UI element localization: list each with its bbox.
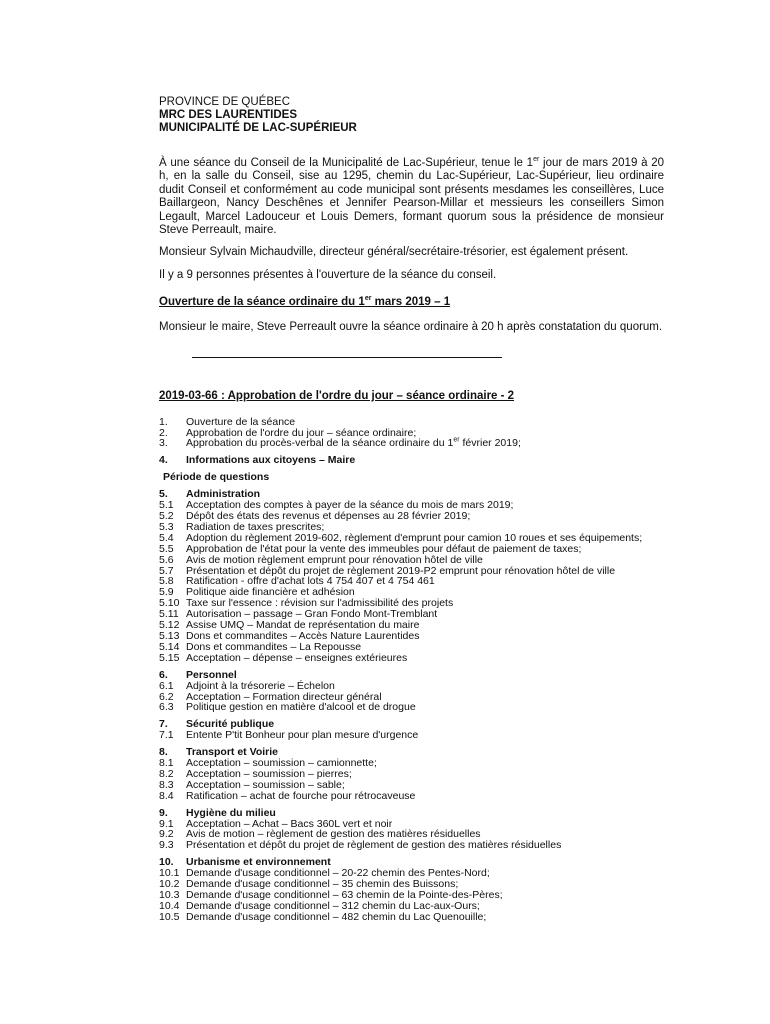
agenda-item-text: Adoption du règlement 2019-602, règlement d'emprunt pour camion 10 roues et ses équipements; [186, 531, 643, 544]
agenda-item-text: Acceptation – dépense – enseignes extérieures [186, 651, 408, 664]
agenda-group-num: 5. [159, 488, 168, 501]
separator-line [192, 357, 502, 358]
agenda-item-num: 5.12 [159, 619, 180, 632]
agenda-group-num: 10. [159, 856, 174, 869]
intro-text-a: À une séance du Conseil de la Municipalité de Lac-Supérieur, tenue le 1 [159, 157, 534, 169]
agenda-item-num: 9.2 [159, 828, 174, 841]
agenda-item [159, 791, 664, 802]
agenda-item-text: Approbation de l'état pour la vente des immeubles pour défaut de paiement de taxes; [186, 542, 582, 555]
agenda-group-label: Personnel [186, 668, 237, 681]
agenda-groups [159, 489, 664, 923]
agenda-item-text: Demande d'usage conditionnel – 312 chemin du Lac-aux-Ours; [186, 899, 480, 912]
intro-paragraph [159, 157, 664, 237]
agenda-item [159, 653, 664, 664]
agenda-item-num: 10.1 [159, 867, 180, 880]
section-opening-title [159, 295, 664, 309]
agenda-item-num: 5.5 [159, 542, 174, 555]
agenda-group-label: Urbanisme et environnement [186, 856, 331, 869]
agenda-item-num: 5.15 [159, 651, 180, 664]
agenda-item [159, 455, 664, 466]
agenda-item [159, 438, 664, 449]
agenda-item-text: Demande d'usage conditionnel – 20-22 chemin des Pentes-Nord; [186, 867, 490, 880]
agenda-list [159, 417, 664, 923]
agenda-item [159, 417, 664, 428]
agenda-item-text: Dons et commandites – Accès Nature Laurentides [186, 629, 420, 642]
header-municipality: MUNICIPALITÉ DE LAC-SUPÉRIEUR [159, 122, 357, 134]
agenda-item-num: 6.3 [159, 701, 174, 714]
agenda-group-num: 9. [159, 806, 168, 819]
agenda-item-text: Ratification - offre d'achat lots 4 754 407 et 4 754 461 [186, 575, 435, 588]
director-paragraph: Monsieur Sylvain Michaudville, directeur général/secrétaire-trésorier, est également présent. [159, 246, 629, 259]
agenda-item-num: 5.9 [159, 586, 174, 599]
document-header [159, 96, 664, 135]
agenda-item-text: Ratification – achat de fourche pour rétrocaveuse [186, 789, 416, 802]
agenda-item [159, 912, 664, 923]
agenda-item-text [186, 438, 664, 449]
agenda-item-text: Présentation et dépôt du projet de règlement de gestion des matières résiduelles [186, 839, 562, 852]
agenda-group-title [159, 670, 664, 681]
opening-title-b: mars 2019 – 1 [371, 296, 451, 309]
agenda-item-text: Assise UMQ – Mandat de représentation du maire [186, 619, 420, 632]
agenda-item-num: 5.14 [159, 640, 180, 653]
agenda-item-num: 3. [159, 437, 168, 450]
agenda-item-text: Ouverture de la séance [186, 415, 296, 428]
agenda-item-num: 5.6 [159, 553, 174, 566]
agenda-group-label: Hygiène du milieu [186, 806, 276, 819]
agenda-item-num: 9.1 [159, 817, 174, 830]
agenda-item-text: Taxe sur l'essence : révision sur l'admissibilité des projets [186, 597, 454, 610]
section-agenda-title: 2019-03-66 : Approbation de l'ordre du jour – séance ordinaire - 2 [159, 389, 515, 402]
agenda-item3-sup: er [453, 436, 460, 444]
agenda-item-num: 10.5 [159, 910, 180, 923]
header-province: PROVINCE DE QUÉBEC [159, 96, 290, 108]
agenda-item-text: Acceptation des comptes à payer de la séance du mois de mars 2019; [186, 499, 514, 512]
agenda-item-num: 10.3 [159, 889, 180, 901]
agenda-item [159, 544, 664, 555]
agenda-item-num: 7.1 [159, 729, 174, 742]
agenda-item-text: Politique gestion en matière d'alcool et de drogue [186, 701, 416, 714]
agenda-item3-text-a: Approbation du procès-verbal de la séance ordinaire du 1 [186, 437, 454, 450]
agenda-item-num: 8.4 [159, 789, 174, 802]
agenda-group-label: Administration [186, 488, 261, 501]
agenda-group-label: Transport et Voirie [186, 746, 278, 759]
agenda-item-text: Politique aide financière et adhésion [186, 586, 355, 599]
agenda-group-num: 6. [159, 668, 168, 681]
agenda-item-num: 10.2 [159, 878, 180, 891]
agenda-item-text: Dépôt des états des revenus et dépenses au 28 février 2019; [186, 510, 471, 522]
agenda-item-text: Présentation et dépôt du projet de règlement 2019-P2 emprunt pour rénovation hôtel de ville [186, 564, 616, 577]
agenda-item-num: 5.11 [159, 608, 179, 621]
agenda-item [159, 840, 664, 851]
agenda-group-num: 7. [159, 718, 168, 731]
agenda-item-num: 9.3 [159, 839, 174, 852]
attendance-paragraph: Il y a 9 personnes présentes à l'ouverture de la séance du conseil. [159, 268, 497, 281]
agenda-item [159, 730, 664, 741]
agenda-item-num: 10.4 [159, 899, 180, 912]
agenda-item [159, 681, 664, 692]
agenda-item-num: 5.4 [159, 531, 174, 544]
agenda-item-num: 5.10 [159, 597, 180, 610]
agenda-item-text: Acceptation – soumission – sable; [186, 778, 345, 791]
agenda-item-num: 5.13 [159, 629, 180, 642]
agenda-item-num: 8.3 [159, 778, 174, 791]
agenda-item [159, 702, 664, 713]
agenda-item-num: 2. [159, 426, 168, 439]
opening-paragraph: Monsieur le maire, Steve Perreault ouvre la séance ordinaire à 20 h après constatation du quorum. [159, 321, 663, 334]
agenda-item-text: Demande d'usage conditionnel – 482 chemin du Lac Quenouille; [186, 910, 487, 923]
agenda-item-num: 8.1 [159, 757, 174, 770]
agenda-item-num: 4. [159, 454, 168, 467]
agenda-item-text: Avis de motion – règlement de gestion des matières résiduelles [186, 828, 481, 841]
agenda-item-text: Demande d'usage conditionnel – 35 chemin des Buissons; [186, 878, 459, 891]
agenda-item-text: Acceptation – Achat – Bacs 360L vert et noir [186, 817, 393, 830]
agenda-item-num: 5.1 [159, 499, 174, 512]
agenda-item-text: Informations aux citoyens – Maire [186, 454, 356, 467]
agenda-item-num: 6.1 [159, 679, 174, 692]
agenda-item-text: Avis de motion règlement emprunt pour rénovation hôtel de ville [186, 553, 483, 566]
opening-title-a: Ouverture de la séance ordinaire du 1 [159, 296, 365, 309]
question-period: Période de questions [163, 471, 270, 484]
agenda-group-label: Sécurité publique [186, 718, 275, 731]
agenda-item-text: Acceptation – Formation directeur général [186, 690, 382, 703]
agenda-item-text: Radiation de taxes prescrites; [186, 520, 325, 533]
opening-title-sup: er [364, 295, 372, 303]
agenda-item-num: 5.7 [159, 564, 174, 577]
agenda-item-text: Dons et commandites – La Repousse [186, 640, 362, 653]
agenda-item3-text-b: février 2019; [459, 437, 521, 450]
agenda-item-num: 1. [159, 415, 168, 428]
agenda-item [159, 555, 664, 566]
intro-sup: er [533, 156, 540, 164]
agenda-item-text: Autorisation – passage – Gran Fondo Mont-Tremblant [186, 608, 438, 621]
intro-text-b: jour de mars 2019 à 20 h, en la salle du Conseil, sise au 1295, chemin du Lac-Supérieur, Lac-Supérieur, lieu ordinaire dudit Conseil et conformément au code municipal sont présents mesdames les conseillères, Luce Baillargeon, Nancy Deschênes et Jennifer Pearson-Millar et messieurs les conseillers Simon Legault, Marcel Ladouceur et Louis Demers, formant quorum sous la présidence de monsieur Steve Perreault, maire. [159, 157, 664, 237]
header-mrc: MRC DES LAURENTIDES [159, 109, 298, 121]
agenda-item-num: 5.2 [159, 510, 174, 522]
agenda-group-title [159, 808, 664, 819]
agenda-item-num: 5.3 [159, 520, 174, 533]
agenda-item-num: 5.8 [159, 575, 174, 588]
agenda-item-num: 6.2 [159, 690, 174, 703]
agenda-item-text: Acceptation – soumission – camionnette; [186, 757, 377, 770]
agenda-item-text: Acceptation – soumission – pierres; [186, 767, 352, 780]
agenda-item-num: 8.2 [159, 767, 174, 780]
agenda-item-text: Entente P'tit Bonheur pour plan mesure d'urgence [186, 729, 419, 742]
document-content [159, 96, 664, 923]
agenda-item-text: Approbation de l'ordre du jour – séance ordinaire; [186, 426, 417, 439]
agenda-group-num: 8. [159, 746, 168, 759]
agenda-item-text: Demande d'usage conditionnel – 63 chemin de la Pointe-des-Pères; [186, 889, 503, 901]
agenda-item-text: Adjoint à la trésorerie – Échelon [186, 679, 335, 692]
